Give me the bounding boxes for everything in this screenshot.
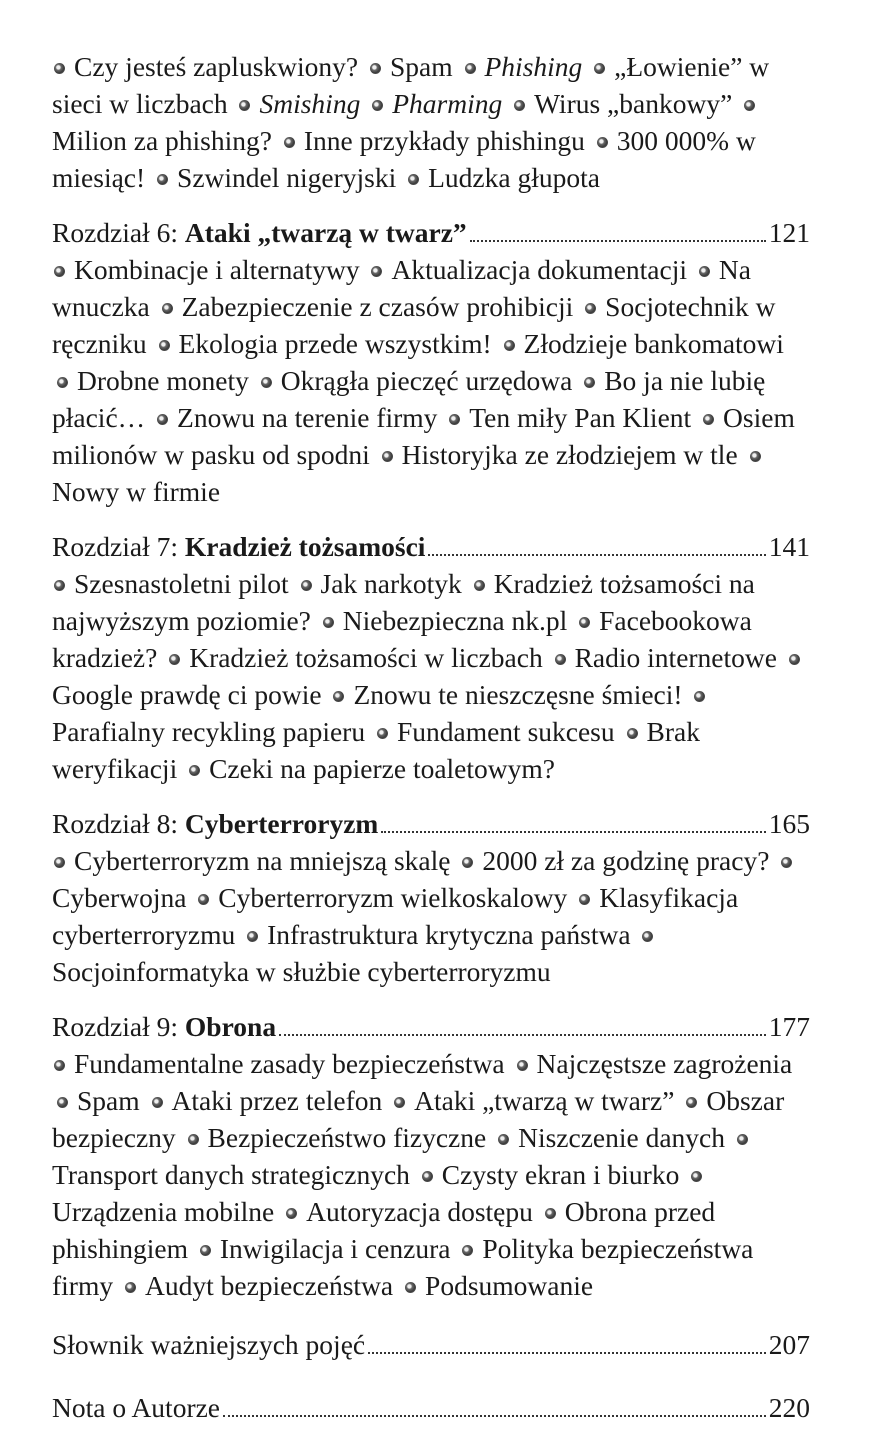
topic-item [52, 365, 249, 396]
bullet-icon [54, 63, 65, 74]
topic-text: Milion za phishing? [52, 125, 272, 156]
topic-text: Spam [389, 51, 453, 82]
topic-item [52, 1085, 140, 1116]
topic-item [366, 254, 687, 285]
bullet-icon [54, 857, 65, 868]
topic-text: 2000 zł za godzinę pracy? [482, 845, 770, 876]
bullet-icon [247, 931, 258, 942]
topic-item [367, 88, 502, 119]
topic-item [365, 51, 453, 82]
glossary-page-number: 207 [768, 1329, 810, 1360]
topic-text: Ataki przez telefon [171, 1085, 383, 1116]
chapter-label: Rozdział 9: [52, 1011, 185, 1042]
chapter-topic-list [52, 842, 810, 990]
chapter-page-number: 177 [768, 1011, 810, 1042]
bullet-icon [408, 174, 419, 185]
bullet-icon [157, 174, 168, 185]
bullet-icon [54, 1060, 65, 1071]
topic-text: Radio internetowe [574, 642, 777, 673]
chapter-label: Rozdział 8: [52, 808, 185, 839]
bullet-icon [498, 1134, 509, 1145]
topic-text: Czysty ekran i biurko [441, 1159, 680, 1190]
bullet-icon [189, 765, 200, 776]
bullet-icon [370, 63, 381, 74]
bullet-icon [57, 1097, 68, 1108]
bullet-icon [584, 377, 595, 388]
topic-text: Bezpieczeństwo fizyczne [207, 1122, 487, 1153]
topic-text: Brak weryfikacji [52, 716, 700, 784]
topic-text: Fundament sukcesu [396, 716, 615, 747]
glossary-label: Słownik ważniejszych pojęć [52, 1329, 366, 1360]
bullet-icon [699, 266, 710, 277]
chapter-heading[interactable] [52, 805, 810, 842]
topic-item [256, 365, 573, 396]
topic-text: Znowu na terenie firmy [177, 402, 438, 433]
chapter-heading[interactable] [52, 528, 810, 565]
topic-text: Ataki „twarzą w twarz” [414, 1085, 675, 1116]
topic-item [372, 716, 615, 747]
bullet-icon [169, 654, 180, 665]
topic-item [184, 753, 555, 784]
bullet-icon [737, 1134, 748, 1145]
bullet-icon [323, 617, 334, 628]
chapter-title: Ataki „twarzą w twarz” [184, 217, 467, 248]
topic-item [550, 642, 777, 673]
bullet-icon [627, 728, 638, 739]
intro-topic-list [52, 48, 810, 196]
topic-text: Na wnuczka [52, 254, 751, 322]
topic-item [152, 402, 437, 433]
topic-item [120, 1270, 393, 1301]
bullet-icon [261, 377, 272, 388]
bullet-icon [750, 451, 761, 462]
bullet-icon [372, 100, 383, 111]
bullet-icon [555, 654, 566, 665]
topic-text: Niszczenie danych [518, 1122, 726, 1153]
chapter-topic-list [52, 1045, 810, 1304]
leader-dots [279, 1034, 766, 1036]
toc-entry-about-author[interactable] [52, 1389, 810, 1426]
bullet-icon [514, 100, 525, 111]
topic-item [403, 162, 600, 193]
topic-text: Cyberwojna [52, 882, 187, 913]
chapter-page-number: 121 [768, 217, 810, 248]
topic-text: Historyjka ze złodziejem w tle [401, 439, 738, 470]
topic-item [281, 1196, 533, 1227]
topic-item [242, 919, 630, 950]
topic-text: Spam [77, 1085, 140, 1116]
bullet-icon [694, 691, 705, 702]
topic-text: Google prawdę ci powie [52, 679, 322, 710]
bullet-icon [198, 894, 209, 905]
bullet-icon [504, 340, 515, 351]
bullet-icon [789, 654, 800, 665]
topic-text: Bo ja nie lubię płacić… [52, 365, 766, 433]
chapter-label: Rozdział 7: [52, 531, 185, 562]
topic-item [52, 568, 289, 599]
bullet-icon [333, 691, 344, 702]
topic-item [52, 1048, 505, 1079]
topic-text: Aktualizacja dokumentacji [391, 254, 687, 285]
topic-item [377, 439, 738, 470]
chapter-title: Kradzież tożsamości [184, 531, 426, 562]
bullet-icon [686, 1097, 697, 1108]
bullet-icon [579, 617, 590, 628]
bullet-icon [405, 1282, 416, 1293]
bullet-icon [781, 857, 792, 868]
bullet-icon [579, 894, 590, 905]
topic-text: Jak narkotyk [320, 568, 462, 599]
topic-text: Fundamentalne zasady bezpieczeństwa [74, 1048, 505, 1079]
topic-text: Drobne monety [77, 365, 249, 396]
bullet-icon [642, 931, 653, 942]
leader-dots [381, 831, 765, 833]
topic-text: Nowy w firmie [52, 476, 221, 507]
leader-dots [368, 1352, 766, 1354]
about-page-number: 220 [768, 1392, 810, 1423]
bullet-icon [125, 1282, 136, 1293]
topic-text: Facebookowa kradzież? [52, 605, 752, 673]
topic-text: 300 000% w miesiąc! [52, 125, 756, 193]
bullet-icon [382, 451, 393, 462]
chapter-title: Obrona [184, 1011, 277, 1042]
topic-text: Ten miły Pan Klient [469, 402, 692, 433]
topic-text: Smishing [259, 88, 361, 119]
topic-text: Wirus „bankowy” [534, 88, 733, 119]
topic-item [164, 642, 543, 673]
topic-text: Inne przykłady phishingu [303, 125, 585, 156]
topic-text: Parafialny recykling papieru [52, 716, 366, 747]
bullet-icon [474, 580, 485, 591]
topic-item [157, 291, 574, 322]
bullet-icon [286, 1208, 297, 1219]
chapter-label: Rozdział 6: [52, 217, 185, 248]
topic-text: Pharming [392, 88, 503, 119]
bullet-icon [54, 266, 65, 277]
topic-text: Obrona przed phishingiem [52, 1196, 716, 1264]
bullet-icon [465, 63, 476, 74]
chapter-title: Cyberterroryzm [184, 808, 379, 839]
topic-item [52, 254, 360, 285]
topic-text: Czeki na papierze toaletowym? [209, 753, 555, 784]
topic-text: Inwigilacja i cenzura [219, 1233, 451, 1264]
bullet-icon [188, 1134, 199, 1145]
bullet-icon [200, 1245, 211, 1256]
bullet-icon [54, 580, 65, 591]
toc-entry-glossary[interactable] [52, 1326, 810, 1363]
leader-dots [223, 1415, 766, 1417]
topic-item [460, 51, 583, 82]
topic-item [509, 88, 732, 119]
topic-item [400, 1270, 593, 1301]
topic-item [493, 1122, 725, 1153]
bullet-icon [157, 414, 168, 425]
bullet-icon [394, 1097, 405, 1108]
chapter-page-number: 165 [768, 808, 810, 839]
bullet-icon [371, 266, 382, 277]
topic-text: Czy jesteś zapluskwiony? [74, 51, 359, 82]
topic-text: Osiem milionów w pasku od spodni [52, 402, 795, 470]
bullet-icon [744, 100, 755, 111]
leader-dots [428, 554, 765, 556]
topic-item [147, 1085, 383, 1116]
topic-text: Socjoinformatyka w służbie cyberterroryzmu [52, 956, 551, 987]
bullet-icon [301, 580, 312, 591]
bullet-icon [594, 63, 605, 74]
bullet-icon [377, 728, 388, 739]
bullet-icon [152, 1097, 163, 1108]
topic-text: Klasyfikacja cyberterroryzmu [52, 882, 739, 950]
topic-text: Audyt bezpieczeństwa [144, 1270, 394, 1301]
topic-text: Złodzieje bankomatowi [523, 328, 784, 359]
topic-text: Cyberterroryzm wielkoskalowy [218, 882, 568, 913]
chapter-heading[interactable] [52, 214, 810, 251]
bullet-icon [462, 1245, 473, 1256]
topic-text: Cyberterroryzm na mniejszą skalę [74, 845, 451, 876]
topic-text: Znowu te nieszczęsne śmieci! [353, 679, 683, 710]
topic-text: Podsumowanie [425, 1270, 594, 1301]
topic-text: Socjotechnik w ręczniku [52, 291, 776, 359]
bullet-icon [703, 414, 714, 425]
chapter-page-number: 141 [768, 531, 810, 562]
topic-item [154, 328, 492, 359]
topic-item [389, 1085, 674, 1116]
topic-item [183, 1122, 487, 1153]
bullet-icon [691, 1171, 702, 1182]
topic-text: Kombinacje i alternatywy [74, 254, 360, 285]
topic-text: Obszar bezpieczny [52, 1085, 785, 1153]
chapter-topic-list [52, 251, 810, 510]
topic-item [417, 1159, 680, 1190]
topic-item [52, 845, 450, 876]
topic-item [193, 882, 567, 913]
bullet-icon [517, 1060, 528, 1071]
topic-text: Okrągła pieczęć urzędowa [280, 365, 573, 396]
topic-text: Transport danych strategicznych [52, 1159, 410, 1190]
topic-item [328, 679, 682, 710]
topic-item [499, 328, 784, 359]
bullet-icon [239, 100, 250, 111]
topic-text: Ekologia przede wszystkim! [178, 328, 492, 359]
bullet-icon [449, 414, 460, 425]
leader-dots [470, 240, 766, 242]
topic-item [52, 51, 358, 82]
bullet-icon [284, 137, 295, 148]
chapter-list [52, 214, 810, 1304]
topic-text: Phishing [484, 51, 583, 82]
bullet-icon [159, 340, 170, 351]
bullet-icon [462, 857, 473, 868]
chapter-topic-list [52, 565, 810, 787]
topic-item [512, 1048, 793, 1079]
bullet-icon [422, 1171, 433, 1182]
bullet-icon [162, 303, 173, 314]
topic-item [152, 162, 396, 193]
topic-text: Infrastruktura krytyczna państwa [267, 919, 631, 950]
topic-item [444, 402, 691, 433]
topic-item [296, 568, 462, 599]
topic-text: Polityka bezpieczeństwa firmy [52, 1233, 754, 1301]
topic-item [457, 845, 769, 876]
topic-text: Szesnastoletni pilot [74, 568, 289, 599]
about-label: Nota o Autorze [52, 1392, 221, 1423]
topic-text: Zabezpieczenie z czasów prohibicji [181, 291, 574, 322]
bullet-icon [597, 137, 608, 148]
topic-item [234, 88, 360, 119]
chapter-heading[interactable] [52, 1008, 810, 1045]
topic-item [195, 1233, 451, 1264]
topic-text: Najczęstsze zagrożenia [536, 1048, 793, 1079]
topic-text: Ludzka głupota [428, 162, 600, 193]
topic-text: Niebezpieczna nk.pl [342, 605, 568, 636]
bullet-icon [545, 1208, 556, 1219]
topic-text: Szwindel nigeryjski [177, 162, 397, 193]
topic-text: Kradzież tożsamości w liczbach [189, 642, 543, 673]
topic-text: Autoryzacja dostępu [306, 1196, 533, 1227]
topic-item [318, 605, 567, 636]
topic-text: Urządzenia mobilne [52, 1196, 275, 1227]
topic-item [279, 125, 585, 156]
bullet-icon [57, 377, 68, 388]
topic-text: Kradzież tożsamości na najwyższym poziomie? [52, 568, 755, 636]
topic-text: „Łowienie” w sieci w liczbach [52, 51, 770, 119]
bullet-icon [585, 303, 596, 314]
